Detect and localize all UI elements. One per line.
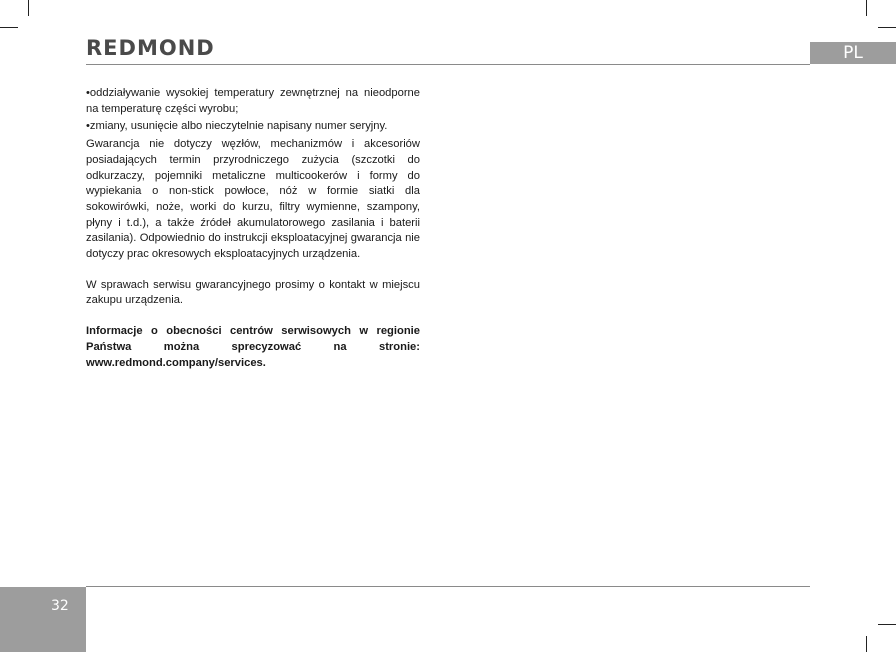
page-number-tab <box>0 587 86 652</box>
footer-divider <box>86 586 810 587</box>
service-paragraph: W sprawach serwisu gwarancyjnego prosimy o kontakt w miejscu zakupu urządzenia. <box>86 278 420 307</box>
document-body <box>86 86 420 371</box>
crop-mark <box>0 27 18 28</box>
bullet-item: •zmiany, usunięcie albo nieczytelnie napisany numer seryjny. <box>86 120 388 133</box>
crop-mark <box>28 0 29 16</box>
crop-mark <box>878 624 896 625</box>
brand-logo: REDMOND <box>86 36 215 60</box>
crop-mark <box>866 636 867 652</box>
warranty-paragraph: Gwarancja nie dotyczy węzłów, mechanizmów i akcesoriów posiadających termin przyrodniczego zużycia (szczotki do odkurzaczy, pojemniki metaliczne multicookerów i formy do wypiekania o non-stick powłoce, nóż w formie siatki dla sokowirówki, noże, worki do kurzu, filtry wymienne, szampony, płyny i t.d.), a także źródeł akumulatorowego zasilania i baterii zasilania). Odpowiednio do instrukcji eksploatacyjnej gwarancja nie dotyczy prac okresowych eksploatacyjnych urządzenia. <box>86 138 420 261</box>
header-divider <box>86 64 810 65</box>
page-number: 32 <box>51 598 69 614</box>
crop-mark <box>878 27 896 28</box>
crop-mark <box>866 0 867 16</box>
info-paragraph: Informacje o obecności centrów serwisowych w regionie Państwa można sprecyzować na stronie: www.redmond.company/services. <box>86 325 420 369</box>
bullet-item: •oddziaływanie wysokiej temperatury zewnętrznej na nieodporne na temperaturę części wyrobu; <box>86 87 420 115</box>
language-tab: PL <box>810 42 896 64</box>
